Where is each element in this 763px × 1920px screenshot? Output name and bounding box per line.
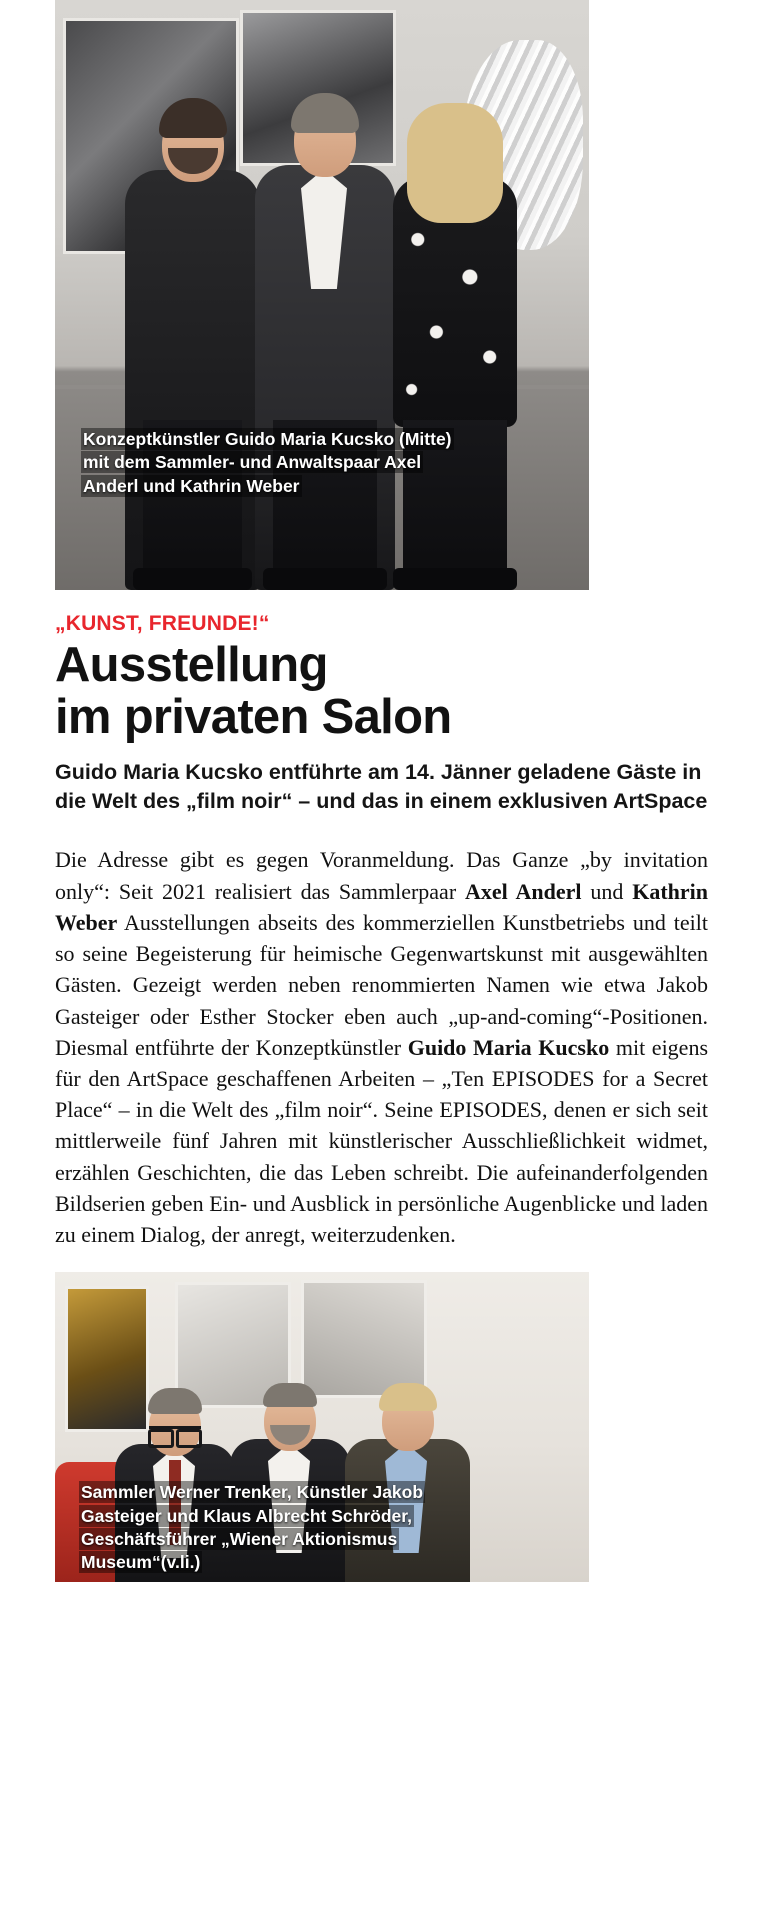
- person-left-shoes: [133, 568, 252, 590]
- article-standfirst: Guido Maria Kucsko entführte am 14. Jänner geladene Gäste in die Welt des „film noir“ – und das in einem exklusiven ArtSpace: [55, 759, 708, 814]
- photo-top-caption: [81, 428, 579, 498]
- body-text-part-3: Ausstellungen abseits des kommerziellen Kunstbetriebs und teilt so seine Begeisterung für heimische Gegenwartskunst mit ausgewählten Gästen. Gezeigt werden neben renommierten Namen wie etwa Jakob Gasteiger oder Esther Stocker eben auch „up-and-coming“-Positionen. Diesmal entführte der Konzeptkünstler: [55, 909, 708, 1060]
- photo-top-caption-line-3: Anderl und Kathrin Weber: [83, 475, 300, 496]
- headline-line-1: Ausstellung: [55, 638, 328, 692]
- photo-top-caption-line-1: Konzeptkünstler Guido Maria Kucsko (Mitte): [83, 429, 452, 450]
- body-bold-axel-anderl: Axel Anderl: [465, 878, 582, 904]
- person-right-shoes: [393, 568, 517, 590]
- person-center: [255, 85, 395, 590]
- person-right: [385, 95, 525, 590]
- photo-top: [55, 0, 589, 590]
- article-body: [55, 844, 708, 1250]
- headline-line-2: im privaten Salon: [55, 689, 452, 744]
- body-text-part-1: Die Adresse gibt es gegen Voranmeldung. Das Ganze „by invitation only“: Seit 2021 realisiert das Sammlerpaar: [55, 847, 708, 904]
- glasses-icon: [149, 1426, 201, 1442]
- person-left: [125, 90, 260, 590]
- photo-bottom-caption-line-1: Sammler Werner Trenker, Künstler Jakob: [81, 1482, 424, 1503]
- body-bold-kathrin-weber: Kathrin Weber: [55, 878, 709, 935]
- photo-bottom: [55, 1272, 589, 1582]
- photo-top-caption-line-2: mit dem Sammler- und Anwaltspaar Axel: [83, 452, 422, 473]
- photo-bottom-caption-line-2: Gasteiger und Klaus Albrecht Schröder,: [81, 1505, 412, 1526]
- person-left-hair: [159, 98, 227, 138]
- photo-bottom-caption-line-3: Geschäftsführer „Wiener Aktionismus: [81, 1528, 398, 1549]
- person-center-shoes: [263, 568, 387, 590]
- person-right-hair: [407, 103, 503, 223]
- photo-bottom-caption: [79, 1481, 579, 1574]
- bottom-person-left-hair: [148, 1388, 202, 1414]
- photo-bottom-caption-line-4: Museum“(v.li.): [81, 1552, 201, 1573]
- bottom-person-center-hair: [263, 1383, 317, 1407]
- person-center-hair: [291, 93, 359, 133]
- body-bold-guido-maria-kucsko: Guido Maria Kucsko: [407, 1034, 610, 1060]
- photo-top-scene: [55, 0, 589, 590]
- body-text-part-2: und: [581, 878, 633, 904]
- bottom-person-right-hair: [379, 1383, 437, 1411]
- page-title: [55, 640, 708, 744]
- body-text-part-4: mit eigens für den ArtSpace geschaffenen Arbeiten – „Ten EPISODES for a Secret Place“ – in die Welt des „film noir“. Seine EPISODES, denen er sich seit mittlerweile fünf Jahren mit künstlerischer Ausschließlichkeit widmet, erzählen Geschichten, die das Leben schreibt. Die aufeinanderfolgenden Bildserien geben Ein- und Ausblick in persönliche Augenblicke und laden zu einem Dialog, der anregt, weiterzudenken.: [55, 1034, 709, 1248]
- article-kicker: „KUNST, FREUNDE!“: [55, 612, 270, 635]
